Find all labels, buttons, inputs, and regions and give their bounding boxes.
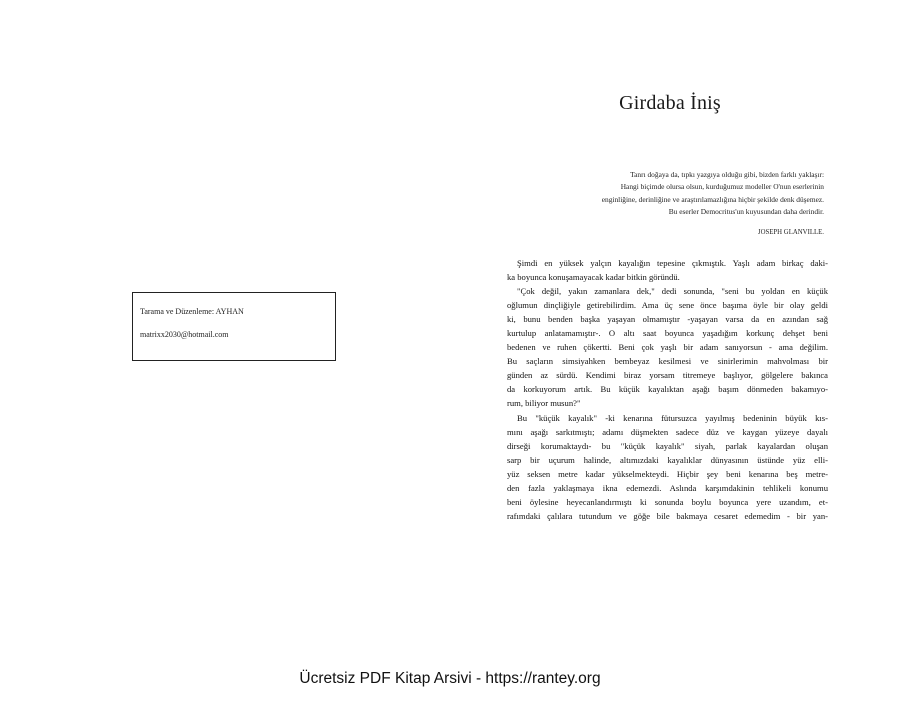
body-text <box>507 256 828 523</box>
epigraph-line: Bu eserler Democritus'un kuyusundan daha derindir. <box>668 206 824 216</box>
body-line: kurtulup anlatamamıştır-. O altı saat boyunca yaşadığım korkunç dehşet beni <box>507 328 828 339</box>
epigraph-line: Hangi biçimde olursa olsun, kurduğumuz modeller O'nun eserlerinin <box>620 182 824 192</box>
body-line: da korkuyorum artık. Bu küçük kayalıktan aşağı başım dönmeden bakamıyo- <box>507 384 828 395</box>
body-line: bedenen ve ruhen çökertti. Beni çok yaşlı bir adam sanıyorsun - ama değilim. <box>507 342 828 353</box>
epigraph <box>548 169 824 239</box>
body-line: rum, biliyor musun?" <box>507 398 581 409</box>
body-line: günden az sürdü. Kendimi biraz yorsam titremeye başlıyor, gölgelere bakınca <box>507 370 828 381</box>
body-line: oğlumun dinçliğiyle getirebilirdim. Ama üç sene önce başıma öyle bir olay geldi <box>507 300 828 311</box>
body-line: den fazla yaklaşmaya ikna edemezdi. Aslında karşımdakinin tehlikeli konumu <box>507 482 828 493</box>
body-line: dirseği korumaktaydı- bu "küçük kayalık" siyah, parlak kayalardan oluşan <box>507 440 828 451</box>
epigraph-line: enginliğine, derinliğine ve araştırılamazlığına hiçbir şekilde denk düşemez. <box>601 194 824 204</box>
body-line: "Çok değil, yakın zamanlara dek," dedi sonunda, "seni bu yoldan en küçük <box>517 286 828 297</box>
body-line: Bu "küçük kayalık" -ki kenarına fütursuzca yayılmış bedeninin büyük kıs- <box>517 412 828 423</box>
scan-credit-box <box>132 292 336 361</box>
chapter-title: Girdaba İniş <box>619 92 721 114</box>
body-line: mını aşağı sarkıtmıştı; adamı düşmekten sadece düz ve kaygan yüzeye dayalı <box>507 426 828 437</box>
body-line: ka boyunca konuşamayacak kadar bitkin göründü. <box>507 272 680 283</box>
body-line: beni öylesine heyecanlandırmıştı ki sonunda boylu boyunca yere uzandım, et- <box>507 496 828 507</box>
epigraph-line: Tanrı doğaya da, tıpkı yazgıya olduğu gibi, bizden farklı yaklaşır: <box>630 170 824 179</box>
body-line: rafımdaki çalılara tutundum ve göğe bile bakmaya cesaret edemedim - bir yan- <box>507 510 828 521</box>
body-line: Bu saçların simsiyahken bembeyaz kesilmesi ve sinirlerimin mahvolması bir <box>507 356 828 367</box>
body-line: yüz seksen metre kadar yükselmekteydi. Hiçbir şey beni kenarına beş metre- <box>507 468 828 479</box>
body-line: Şimdi en yüksek yalçın kayalığın tepesine çıkmıştık. Yaşlı adam birkaç daki- <box>517 258 828 268</box>
contact-email: matrixx2030@hotmail.com <box>140 330 229 339</box>
epigraph-author: JOSEPH GLANVILLE. <box>757 229 824 237</box>
footer-watermark: Ücretsiz PDF Kitap Arsivi - https://rantey.org <box>299 670 601 687</box>
body-line: sarp bir uçurum halinde, altımızdaki kayalıklar dünyasının üstünde yüz elli- <box>507 454 828 465</box>
body-line: ki, bunu benden başka yaşayan olmamıştır -yaşayan varsa da en azından sağ <box>507 314 828 325</box>
scan-credit-label: Tarama ve Düzenleme: AYHAN <box>140 307 244 316</box>
